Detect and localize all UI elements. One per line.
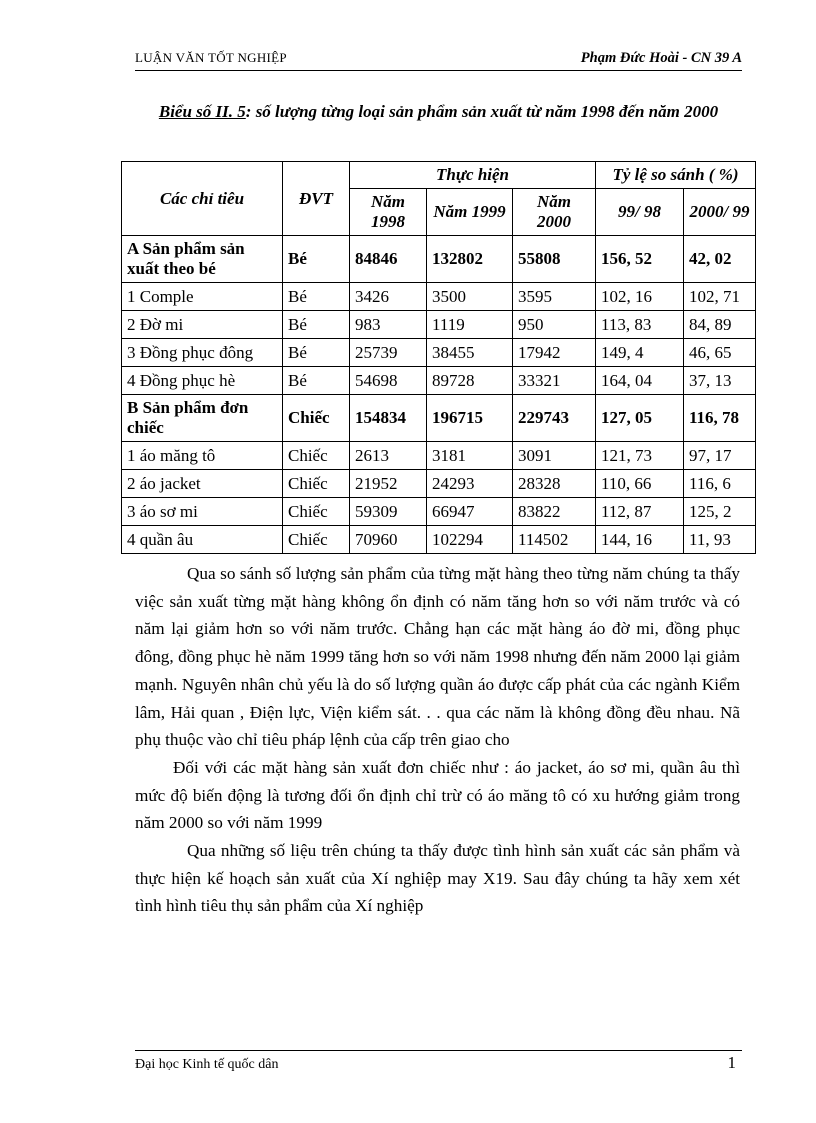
row-unit: Chiếc [283,470,350,498]
row-ratio-2000-99: 116, 6 [684,470,756,498]
header-year-1998: Năm 1998 [350,189,427,236]
row-1998: 25739 [350,339,427,367]
paragraph-2: Đối với các mặt hàng sản xuất đơn chiếc như : áo jacket, áo sơ mi, quần âu thì mức độ biến động là tương đối ổn định chỉ trừ có áo măng tô có xu hướng giảm trong năm 2000 so với năm 1999 [135,757,740,833]
header-author: Phạm Đức Hoài - CN 39 A [580,50,742,66]
table-title [135,99,742,125]
row-ratio-99-98: 102, 16 [596,283,684,311]
row-unit: Chiếc [283,498,350,526]
row-unit: Chiếc [283,526,350,554]
row-2000: 114502 [513,526,596,554]
table-row [122,339,756,367]
table-row [122,470,756,498]
production-table [121,161,756,554]
row-2000: 55808 [513,236,596,283]
header-thesis-label: LUẬN VĂN TỐT NGHIỆP [135,50,287,65]
row-name: 2 Đờ mi [122,311,283,339]
row-2000: 3091 [513,442,596,470]
footer-university: Đại học Kinh tế quốc dân [135,1057,279,1072]
row-2000: 3595 [513,283,596,311]
row-name: 1 áo măng tô [122,442,283,470]
row-ratio-2000-99: 37, 13 [684,367,756,395]
row-ratio-99-98: 113, 83 [596,311,684,339]
row-1999: 1119 [427,311,513,339]
table-row [122,498,756,526]
row-unit: Bé [283,311,350,339]
row-unit: Chiếc [283,442,350,470]
row-ratio-99-98: 164, 04 [596,367,684,395]
row-name: B Sản phẩm đơn chiếc [122,395,283,442]
table-title-text: : số lượng từng loại sản phẩm sản xuất từ năm 1998 đến năm 2000 [245,102,719,121]
row-name: A Sản phẩm sản xuất theo bé [122,236,283,283]
row-name: 1 Comple [122,283,283,311]
row-2000: 33321 [513,367,596,395]
row-1998: 84846 [350,236,427,283]
row-2000: 28328 [513,470,596,498]
row-2000: 229743 [513,395,596,442]
row-1999: 66947 [427,498,513,526]
table-row [122,311,756,339]
row-1999: 3181 [427,442,513,470]
header-performance: Thực hiện [350,162,596,189]
header-criteria: Các chỉ tiêu [122,162,283,236]
row-1998: 2613 [350,442,427,470]
table-title-label: Biểu số II. 5 [158,102,246,121]
row-name: 2 áo jacket [122,470,283,498]
row-1998: 54698 [350,367,427,395]
row-name: 3 áo sơ mi [122,498,283,526]
row-unit: Bé [283,236,350,283]
row-1998: 3426 [350,283,427,311]
table-row [122,395,756,442]
table-row [122,367,756,395]
row-unit: Bé [283,367,350,395]
row-ratio-99-98: 121, 73 [596,442,684,470]
row-ratio-2000-99: 11, 93 [684,526,756,554]
row-ratio-2000-99: 125, 2 [684,498,756,526]
header-row [122,162,756,189]
table-row [122,442,756,470]
row-1998: 983 [350,311,427,339]
row-ratio-99-98: 149, 4 [596,339,684,367]
table-row [122,236,756,283]
body-text [135,560,740,920]
row-1999: 132802 [427,236,513,283]
header-year-1999: Năm 1999 [427,189,513,236]
row-1999: 89728 [427,367,513,395]
row-ratio-2000-99: 102, 71 [684,283,756,311]
page-header [135,48,742,71]
row-unit: Bé [283,283,350,311]
table-row [122,526,756,554]
row-ratio-99-98: 156, 52 [596,236,684,283]
header-ratio: Tỷ lệ so sánh ( %) [596,162,756,189]
page-number: 1 [727,1053,736,1072]
header-ratio-2000-99: 2000/ 99 [684,189,756,236]
row-ratio-2000-99: 84, 89 [684,311,756,339]
row-ratio-99-98: 127, 05 [596,395,684,442]
row-1998: 59309 [350,498,427,526]
row-1998: 21952 [350,470,427,498]
row-ratio-99-98: 144, 16 [596,526,684,554]
row-1999: 24293 [427,470,513,498]
row-2000: 950 [513,311,596,339]
paragraph-3: Qua những số liệu trên chúng ta thấy được tình hình sản xuất các sản phẩm và thực hiện kế hoạch sản xuất của Xí nghiệp may X19. Sau đây chúng ta hãy xem xét tình hình tiêu thụ sản phẩm của Xí nghiệp [135,841,740,916]
row-unit: Chiếc [283,395,350,442]
paragraph-1: Qua so sánh số lượng sản phẩm của từng mặt hàng theo từng năm chúng ta thấy việc sản xuất từng mặt hàng không ổn định có năm tăng hơn so với năm trước và có năm lại giảm hơn so với năm trước. Chẳng hạn các mặt hàng áo đờ mi, đồng phục đông, đồng phục hè năm 1999 tăng hơn so với năm 1998 nhưng đến năm 2000 lại giảm mạnh. Nguyên nhân chủ yếu là do số lượng quần áo được cấp phát của các ngành Kiểm lâm, Hải quan , Điện lực, Viện kiểm sát. . . qua các năm là không đồng đều nhau. Nã phụ thuộc vào chỉ tiêu pháp lệnh của cấp trên giao cho [135,564,740,750]
row-ratio-2000-99: 116, 78 [684,395,756,442]
row-1999: 3500 [427,283,513,311]
row-name: 4 Đồng phục hè [122,367,283,395]
row-ratio-2000-99: 42, 02 [684,236,756,283]
row-ratio-2000-99: 97, 17 [684,442,756,470]
row-1998: 154834 [350,395,427,442]
row-name: 4 quần âu [122,526,283,554]
row-2000: 83822 [513,498,596,526]
row-ratio-99-98: 112, 87 [596,498,684,526]
row-unit: Bé [283,339,350,367]
row-1999: 196715 [427,395,513,442]
table-row [122,283,756,311]
header-year-2000: Năm 2000 [513,189,596,236]
row-1998: 70960 [350,526,427,554]
header-unit: ĐVT [283,162,350,236]
row-ratio-99-98: 110, 66 [596,470,684,498]
header-ratio-99-98: 99/ 98 [596,189,684,236]
row-2000: 17942 [513,339,596,367]
row-1999: 102294 [427,526,513,554]
row-ratio-2000-99: 46, 65 [684,339,756,367]
row-name: 3 Đồng phục đông [122,339,283,367]
row-1999: 38455 [427,339,513,367]
page-footer [135,1050,742,1075]
